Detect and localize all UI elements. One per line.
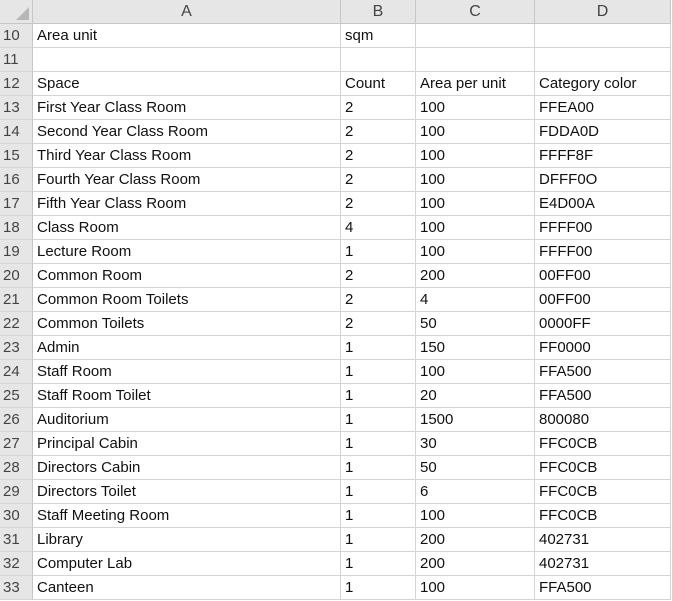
cell-b[interactable]: 2 bbox=[341, 120, 416, 144]
cell-d[interactable] bbox=[535, 24, 671, 48]
cell-d[interactable]: 00FF00 bbox=[535, 288, 671, 312]
column-header-a[interactable]: A bbox=[33, 0, 341, 24]
cell-d[interactable]: FFA500 bbox=[535, 384, 671, 408]
row-header[interactable]: 29 bbox=[0, 480, 33, 504]
row-header[interactable]: 10 bbox=[0, 24, 33, 48]
cell-c[interactable]: 100 bbox=[416, 216, 535, 240]
row-header[interactable]: 16 bbox=[0, 168, 33, 192]
row-header[interactable]: 28 bbox=[0, 456, 33, 480]
cell-a[interactable]: Computer Lab bbox=[33, 552, 341, 576]
cell-a[interactable]: Directors Toilet bbox=[33, 480, 341, 504]
cell-d[interactable]: FFFF8F bbox=[535, 144, 671, 168]
cell-c[interactable]: 30 bbox=[416, 432, 535, 456]
row-header[interactable]: 33 bbox=[0, 576, 33, 600]
cell-c[interactable]: 100 bbox=[416, 360, 535, 384]
cell-b[interactable]: Count bbox=[341, 72, 416, 96]
row-header[interactable]: 27 bbox=[0, 432, 33, 456]
row-header[interactable]: 32 bbox=[0, 552, 33, 576]
cell-d[interactable]: FDDA0D bbox=[535, 120, 671, 144]
cell-c[interactable]: 100 bbox=[416, 240, 535, 264]
cell-c[interactable]: 1500 bbox=[416, 408, 535, 432]
cell-b[interactable]: 2 bbox=[341, 192, 416, 216]
row-header[interactable]: 13 bbox=[0, 96, 33, 120]
cell-a[interactable]: Canteen bbox=[33, 576, 341, 600]
cell-b[interactable]: 2 bbox=[341, 144, 416, 168]
cell-a[interactable]: Admin bbox=[33, 336, 341, 360]
cell-a[interactable]: Fifth Year Class Room bbox=[33, 192, 341, 216]
row-header[interactable]: 22 bbox=[0, 312, 33, 336]
cell-a[interactable]: First Year Class Room bbox=[33, 96, 341, 120]
cell-b[interactable]: 4 bbox=[341, 216, 416, 240]
cell-d[interactable] bbox=[535, 48, 671, 72]
cell-a[interactable]: Fourth Year Class Room bbox=[33, 168, 341, 192]
cell-a[interactable]: Lecture Room bbox=[33, 240, 341, 264]
cell-b[interactable] bbox=[341, 48, 416, 72]
cell-b[interactable]: 1 bbox=[341, 456, 416, 480]
cell-a[interactable]: Library bbox=[33, 528, 341, 552]
cell-b[interactable]: 1 bbox=[341, 336, 416, 360]
cell-b[interactable]: 1 bbox=[341, 240, 416, 264]
cell-a[interactable]: Common Room Toilets bbox=[33, 288, 341, 312]
cell-a[interactable]: Principal Cabin bbox=[33, 432, 341, 456]
cell-c[interactable]: 200 bbox=[416, 552, 535, 576]
cell-d[interactable]: 800080 bbox=[535, 408, 671, 432]
cell-c[interactable]: 50 bbox=[416, 312, 535, 336]
cell-b[interactable]: sqm bbox=[341, 24, 416, 48]
select-all-corner[interactable] bbox=[0, 0, 33, 24]
cell-b[interactable]: 1 bbox=[341, 576, 416, 600]
cell-b[interactable]: 2 bbox=[341, 264, 416, 288]
cell-d[interactable]: 00FF00 bbox=[535, 264, 671, 288]
cell-b[interactable]: 2 bbox=[341, 168, 416, 192]
cell-c[interactable]: 4 bbox=[416, 288, 535, 312]
cell-c[interactable]: 6 bbox=[416, 480, 535, 504]
cell-c[interactable]: 150 bbox=[416, 336, 535, 360]
cell-d[interactable]: FFC0CB bbox=[535, 432, 671, 456]
cell-d[interactable]: FFC0CB bbox=[535, 480, 671, 504]
cell-a[interactable]: Area unit bbox=[33, 24, 341, 48]
cell-b[interactable]: 1 bbox=[341, 504, 416, 528]
select-all-triangle-icon bbox=[16, 7, 29, 20]
cell-c[interactable]: Area per unit bbox=[416, 72, 535, 96]
cell-c[interactable]: 20 bbox=[416, 384, 535, 408]
cell-b[interactable]: 1 bbox=[341, 480, 416, 504]
row-header[interactable]: 23 bbox=[0, 336, 33, 360]
cell-d[interactable]: 402731 bbox=[535, 528, 671, 552]
row-header[interactable]: 18 bbox=[0, 216, 33, 240]
column-header-b[interactable]: B bbox=[341, 0, 416, 24]
cell-d[interactable]: 402731 bbox=[535, 552, 671, 576]
cell-b[interactable]: 1 bbox=[341, 432, 416, 456]
cell-b[interactable]: 1 bbox=[341, 408, 416, 432]
row-header[interactable]: 20 bbox=[0, 264, 33, 288]
cell-b[interactable]: 2 bbox=[341, 96, 416, 120]
cell-a[interactable]: Directors Cabin bbox=[33, 456, 341, 480]
cell-c[interactable]: 50 bbox=[416, 456, 535, 480]
cell-d[interactable]: FF0000 bbox=[535, 336, 671, 360]
cell-c[interactable]: 100 bbox=[416, 576, 535, 600]
cell-a[interactable]: Third Year Class Room bbox=[33, 144, 341, 168]
cell-d[interactable]: FFFF00 bbox=[535, 216, 671, 240]
row-header[interactable]: 15 bbox=[0, 144, 33, 168]
cell-d[interactable]: FFEA00 bbox=[535, 96, 671, 120]
cell-a[interactable]: Second Year Class Room bbox=[33, 120, 341, 144]
cell-d[interactable]: 0000FF bbox=[535, 312, 671, 336]
cell-a[interactable]: Staff Room bbox=[33, 360, 341, 384]
row-header[interactable]: 25 bbox=[0, 384, 33, 408]
cell-c[interactable]: 100 bbox=[416, 168, 535, 192]
row-header[interactable]: 30 bbox=[0, 504, 33, 528]
cell-d[interactable]: E4D00A bbox=[535, 192, 671, 216]
cell-d[interactable]: FFC0CB bbox=[535, 504, 671, 528]
column-header-d[interactable]: D bbox=[535, 0, 671, 24]
row-header[interactable]: 24 bbox=[0, 360, 33, 384]
cell-d[interactable]: FFFF00 bbox=[535, 240, 671, 264]
cell-a[interactable]: Staff Meeting Room bbox=[33, 504, 341, 528]
cell-a[interactable] bbox=[33, 48, 341, 72]
column-header-c[interactable]: C bbox=[416, 0, 535, 24]
cell-d[interactable]: FFA500 bbox=[535, 360, 671, 384]
row-header[interactable]: 19 bbox=[0, 240, 33, 264]
cell-c[interactable]: 100 bbox=[416, 144, 535, 168]
cell-d[interactable]: DFFF0O bbox=[535, 168, 671, 192]
cell-b[interactable]: 1 bbox=[341, 384, 416, 408]
cell-a[interactable]: Staff Room Toilet bbox=[33, 384, 341, 408]
row-header[interactable]: 12 bbox=[0, 72, 33, 96]
cell-b[interactable]: 1 bbox=[341, 552, 416, 576]
cell-d[interactable]: FFA500 bbox=[535, 576, 671, 600]
cell-a[interactable]: Auditorium bbox=[33, 408, 341, 432]
cell-c[interactable]: 100 bbox=[416, 96, 535, 120]
cell-b[interactable]: 1 bbox=[341, 360, 416, 384]
row-header[interactable]: 26 bbox=[0, 408, 33, 432]
cell-b[interactable]: 2 bbox=[341, 288, 416, 312]
row-header[interactable]: 11 bbox=[0, 48, 33, 72]
cell-a[interactable]: Space bbox=[33, 72, 341, 96]
cell-a[interactable]: Common Room bbox=[33, 264, 341, 288]
cell-c[interactable]: 100 bbox=[416, 120, 535, 144]
cell-a[interactable]: Common Toilets bbox=[33, 312, 341, 336]
cell-c[interactable]: 100 bbox=[416, 504, 535, 528]
cell-d[interactable]: FFC0CB bbox=[535, 456, 671, 480]
cell-b[interactable]: 1 bbox=[341, 528, 416, 552]
row-header[interactable]: 31 bbox=[0, 528, 33, 552]
row-header[interactable]: 21 bbox=[0, 288, 33, 312]
row-header[interactable]: 14 bbox=[0, 120, 33, 144]
cell-a[interactable]: Class Room bbox=[33, 216, 341, 240]
cell-c[interactable]: 100 bbox=[416, 192, 535, 216]
cell-b[interactable]: 2 bbox=[341, 312, 416, 336]
cell-c[interactable]: 200 bbox=[416, 528, 535, 552]
cell-d[interactable]: Category color bbox=[535, 72, 671, 96]
row-header[interactable]: 17 bbox=[0, 192, 33, 216]
cell-c[interactable] bbox=[416, 48, 535, 72]
cell-c[interactable] bbox=[416, 24, 535, 48]
cell-c[interactable]: 200 bbox=[416, 264, 535, 288]
